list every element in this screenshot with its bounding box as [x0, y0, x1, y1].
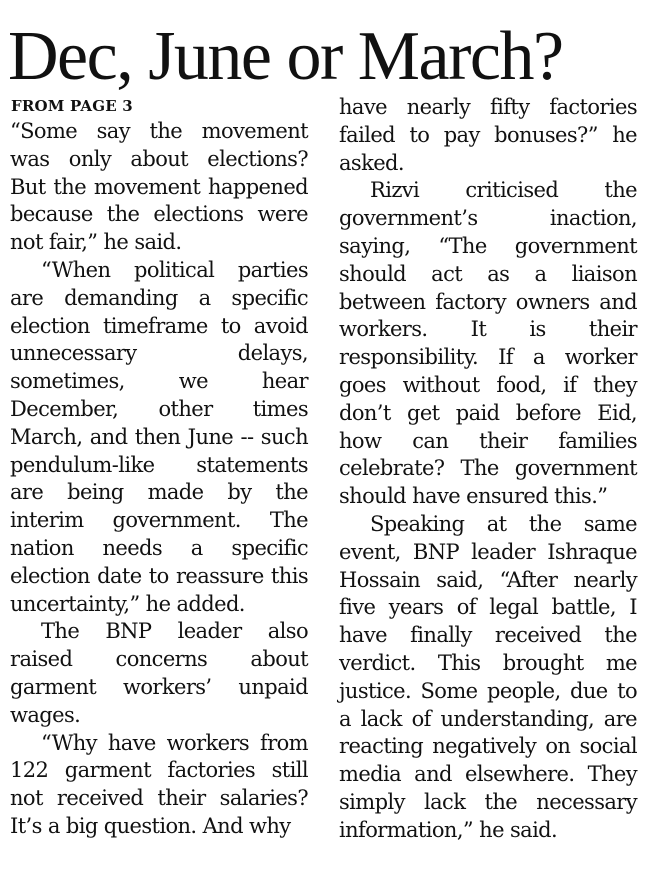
- paragraph: The BNP leader also raised concerns about garment workers’ unpaid wages.: [10, 619, 308, 727]
- paragraph: Rizvi criticised the government’s inaction, saying, “The government should act as a liaison between factory owners and workers. It is their responsibility. If a worker goes without food, if they don’t get paid before Eid, how can their families celebrate? The government should have ensured this.”: [339, 178, 637, 509]
- paragraph: “When political parties are demanding a specific election timeframe to avoid unnecessary delays, sometimes, we hear December, other times March, and then June -- such pendulum-like statements are being made by the interim government. The nation needs a specific election date to reassure this uncertainty,” he added.: [10, 257, 308, 616]
- continuation-kicker: FROM PAGE 3: [11, 97, 133, 115]
- headline: Dec, June or March?: [8, 18, 563, 95]
- paragraph: “Why have workers from 122 garment factories still not received their salaries? It’s a big question. And why: [10, 730, 308, 838]
- paragraph: have nearly fifty factories failed to pay bonuses?” he asked.: [339, 95, 637, 175]
- paragraph: “Some say the movement was only about elections? But the movement happened because the elections were not fair,” he said.: [10, 119, 308, 255]
- paragraph: Speaking at the same event, BNP leader Ishraque Hossain said, “After nearly five years of legal battle, I have finally received the verdict. This brought me justice. Some people, due to a lack of understanding, are reacting negatively on social media and elsewhere. They simply lack the necessary information,” he said.: [339, 511, 637, 842]
- article-column-left: [10, 118, 308, 841]
- article-column-right: [339, 94, 637, 845]
